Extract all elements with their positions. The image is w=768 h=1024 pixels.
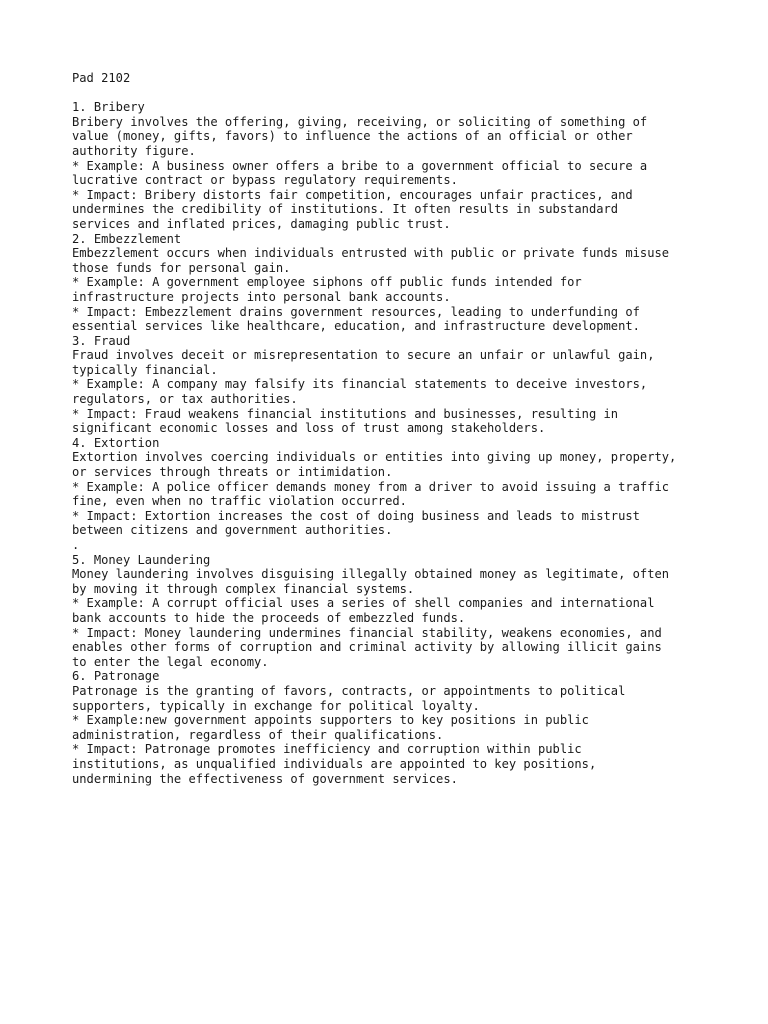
document-body (72, 86, 732, 787)
text-line: * Example:new government appoints supporters to key positions in public (72, 713, 589, 728)
text-line: significant economic losses and loss of trust among stakeholders. (72, 421, 546, 436)
text-line: Patronage is the granting of favors, contracts, or appointments to political (72, 683, 626, 698)
text-line: * Example: A company may falsify its financial statements to deceive investors, (72, 377, 648, 392)
text-line: 4. Extortion (72, 435, 160, 450)
text-line: * Example: A business owner offers a bribe to a government official to secure a (72, 158, 648, 173)
text-line: * Impact: Bribery distorts fair competition, encourages unfair practices, and (72, 187, 633, 202)
document-title: Pad 2102 (72, 71, 131, 85)
text-line: . (72, 538, 80, 552)
text-line: 5. Money Laundering (72, 552, 211, 567)
text-line: to enter the legal economy. (72, 654, 269, 669)
text-line: * Impact: Fraud weakens financial institutions and businesses, resulting in (72, 406, 619, 421)
text-line: enables other forms of corruption and criminal activity by allowing illicit gains (72, 640, 662, 655)
text-line: * Impact: Patronage promotes inefficiency and corruption within public (72, 742, 582, 757)
text-line: institutions, as unqualified individuals are appointed to key positions, (72, 756, 597, 771)
text-line: 3. Fraud (72, 333, 131, 348)
document-page (72, 71, 732, 786)
text-line: infrastructure projects into personal bank accounts. (72, 289, 451, 304)
text-line: * Impact: Money laundering undermines financial stability, weakens economies, and (72, 625, 662, 640)
text-line: 2. Embezzlement (72, 231, 182, 246)
text-line: Money laundering involves disguising illegally obtained money as legitimate, often (72, 567, 670, 582)
text-line: 6. Patronage (72, 669, 160, 684)
text-line: Extortion involves coercing individuals or entities into giving up money, property, (72, 450, 677, 465)
text-line: undermines the credibility of institutions. It often results in substandard (72, 202, 619, 217)
text-line: * Example: A corrupt official uses a series of shell companies and international (72, 596, 655, 611)
text-line: Bribery involves the offering, giving, receiving, or soliciting of something of (72, 114, 648, 129)
text-line: between citizens and government authorities. (72, 523, 393, 538)
text-line: Embezzlement occurs when individuals entrusted with public or private funds misuse (72, 246, 670, 261)
text-line: regulators, or tax authorities. (72, 392, 298, 407)
text-line: undermining the effectiveness of government services. (72, 771, 458, 786)
blank-line (72, 86, 732, 101)
text-line: * Example: A police officer demands money from a driver to avoid issuing a traffic (72, 479, 670, 494)
text-line: bank accounts to hide the proceeds of embezzled funds. (72, 610, 466, 625)
text-line: * Impact: Extortion increases the cost of doing business and leads to mistrust (72, 508, 640, 523)
text-line: lucrative contract or bypass regulatory requirements. (72, 173, 458, 188)
text-line: Fraud involves deceit or misrepresentation to secure an unfair or unlawful gain, (72, 348, 655, 363)
text-line: * Example: A government employee siphons off public funds intended for (72, 275, 582, 290)
text-line: * Impact: Embezzlement drains government resources, leading to underfunding of (72, 304, 640, 319)
text-line: 1. Bribery (72, 100, 145, 115)
text-line: value (money, gifts, favors) to influence the actions of an official or other (72, 129, 633, 144)
text-line: essential services like healthcare, education, and infrastructure development. (72, 319, 640, 334)
text-line: administration, regardless of their qualifications. (72, 727, 444, 742)
text-line: services and inflated prices, damaging public trust. (72, 216, 451, 231)
text-line: typically financial. (72, 362, 218, 377)
text-line: by moving it through complex financial systems. (72, 581, 415, 596)
text-line: or services through threats or intimidation. (72, 465, 393, 480)
text-line: fine, even when no traffic violation occurred. (72, 494, 407, 509)
text-line: supporters, typically in exchange for political loyalty. (72, 698, 480, 713)
text-line: those funds for personal gain. (72, 260, 291, 275)
text-line: authority figure. (72, 143, 196, 158)
